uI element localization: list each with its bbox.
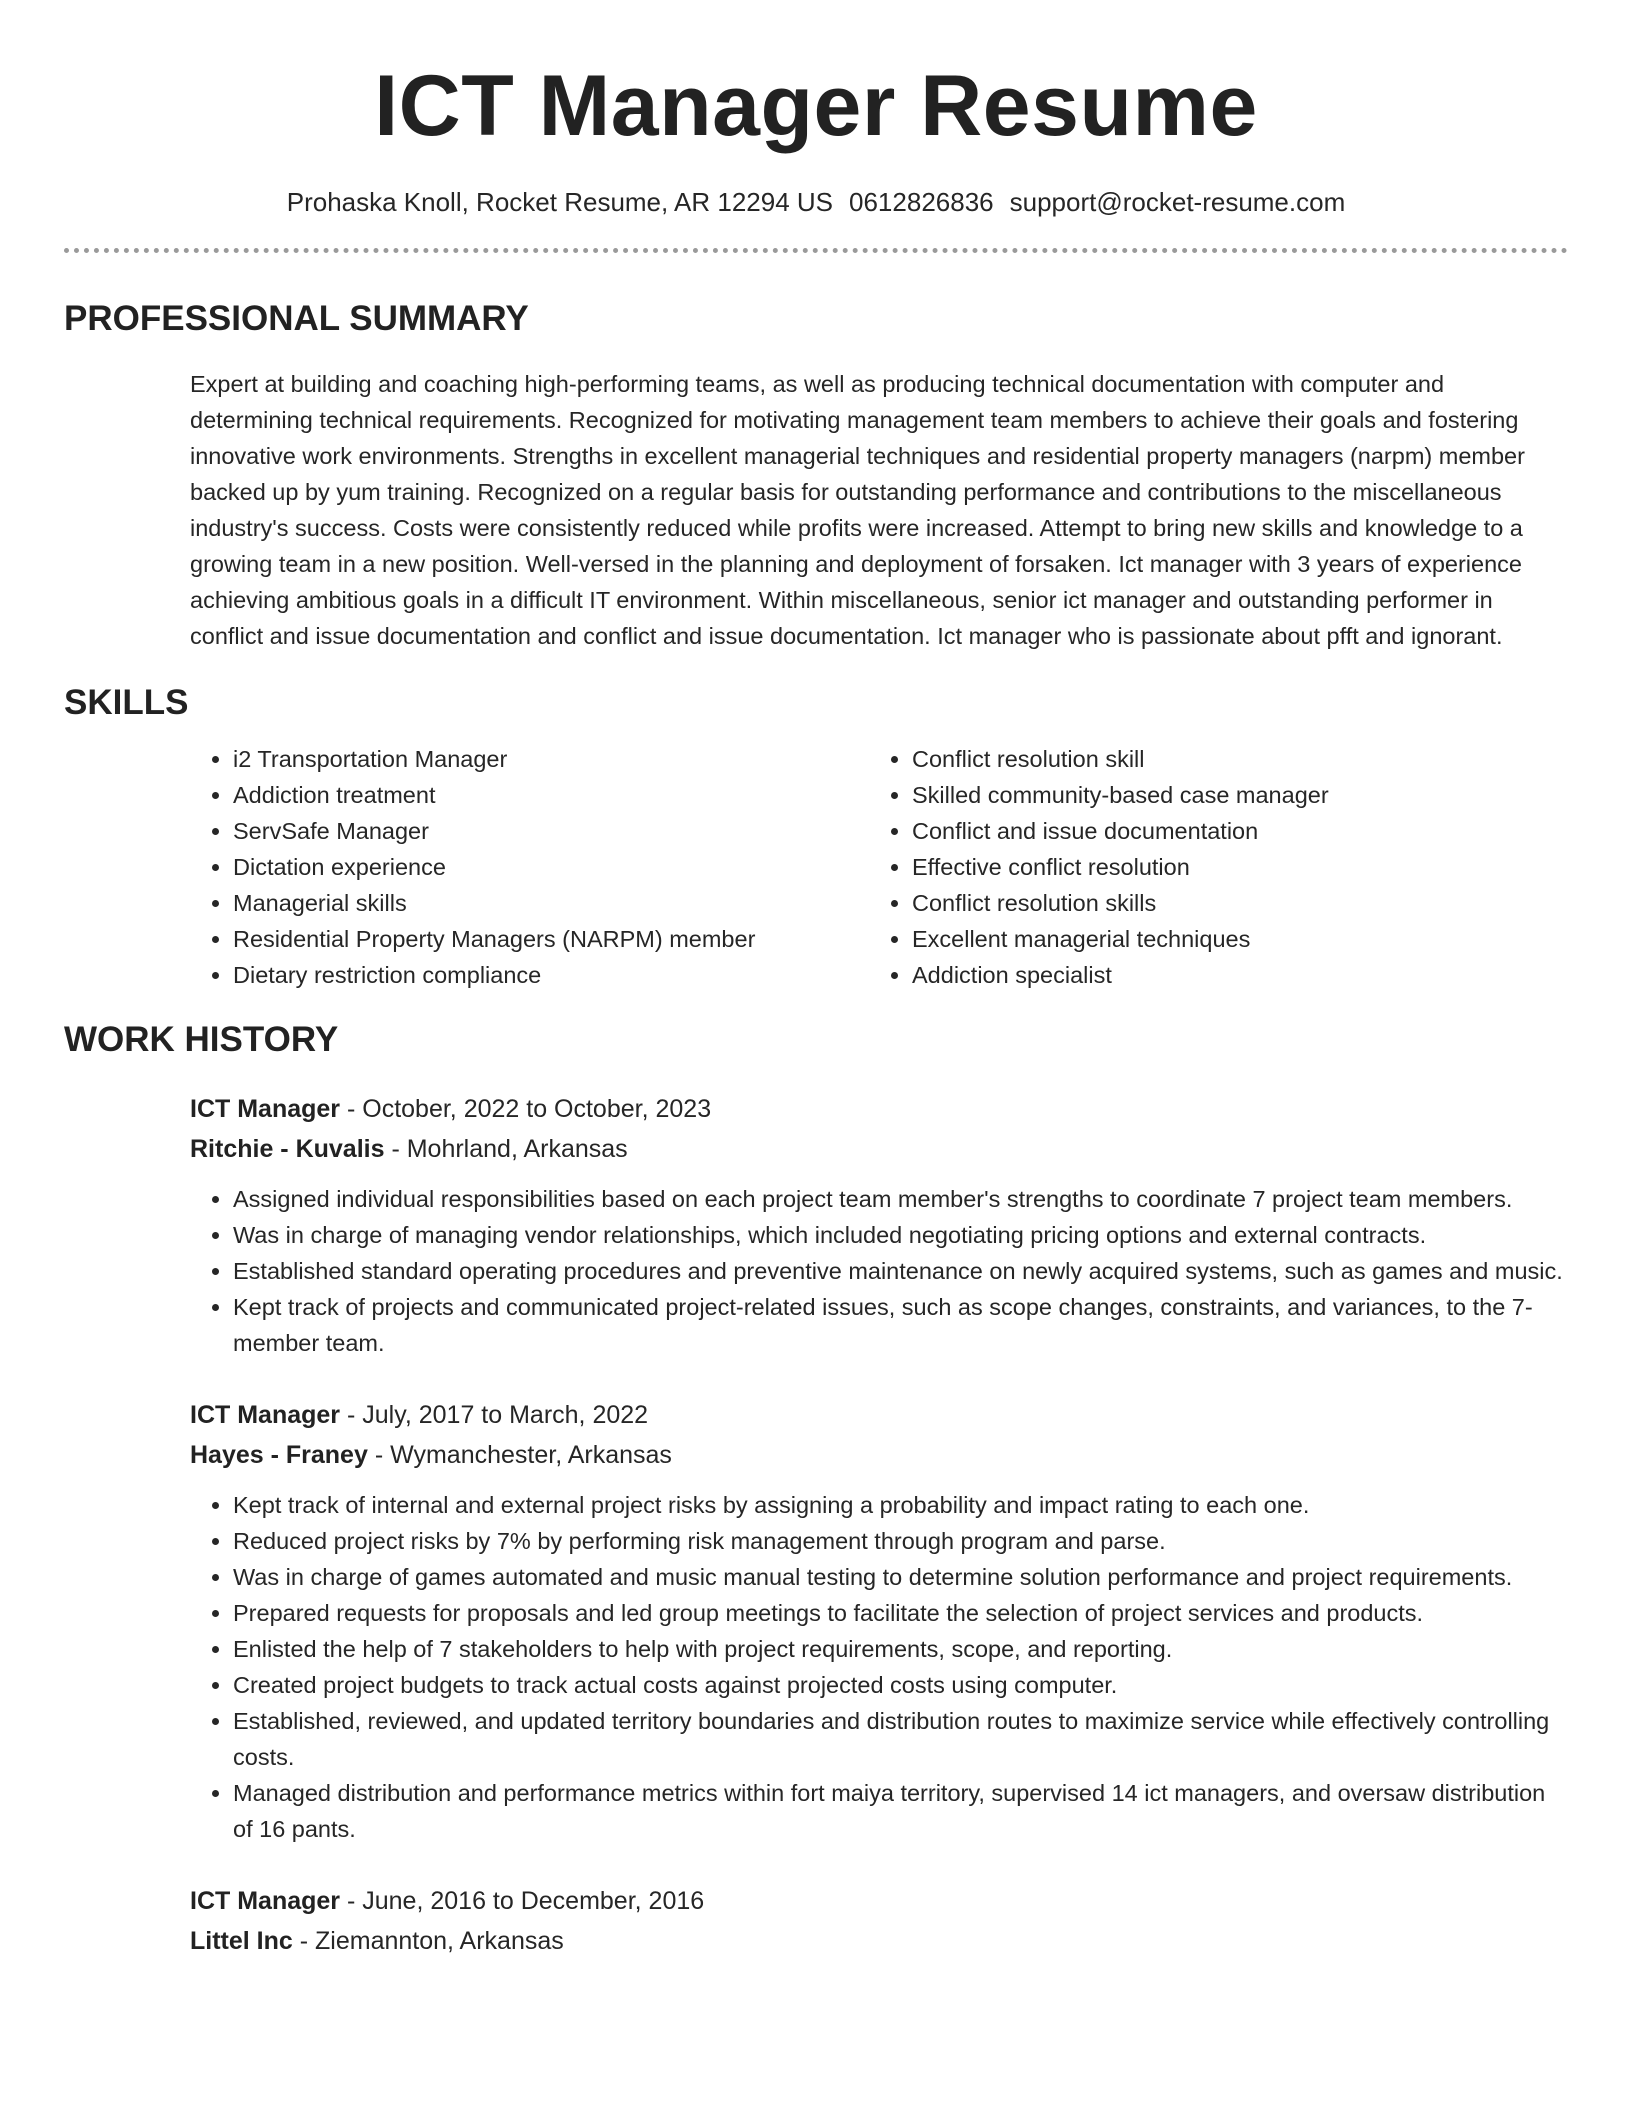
job-title-line bbox=[190, 1395, 1568, 1435]
skills-list bbox=[190, 741, 1568, 993]
job-duties bbox=[190, 1181, 1568, 1361]
job-duty: • Prepared requests for proposals and led group meetings to facilitate the selection of project services and products. bbox=[233, 1595, 1568, 1631]
skill-item: • i2 Transportation Manager bbox=[233, 741, 869, 777]
job-duty: • Managed distribution and performance metrics within fort maiya territory, supervised 14 ict managers, and oversaw distribution of 16 pants. bbox=[233, 1775, 1568, 1847]
job-duty: • Enlisted the help of 7 stakeholders to help with project requirements, scope, and reporting. bbox=[233, 1631, 1568, 1667]
job-duty: • Assigned individual responsibilities based on each project team member's strengths to coordinate 7 project team members. bbox=[233, 1181, 1568, 1217]
skill-item: • Conflict resolution skills bbox=[912, 885, 1512, 921]
job-company-line bbox=[190, 1921, 1568, 1961]
job-dates: - July, 2017 to March, 2022 bbox=[340, 1401, 649, 1429]
contact-address: Prohaska Knoll, Rocket Resume, AR 12294 US bbox=[286, 187, 834, 217]
skill-item: • Addiction treatment bbox=[233, 777, 869, 813]
skill-item: • Skilled community-based case manager bbox=[912, 777, 1512, 813]
job-title: ICT Manager bbox=[190, 1401, 341, 1429]
job-duty: • Was in charge of managing vendor relationships, which included negotiating pricing options and external contracts. bbox=[233, 1217, 1568, 1253]
job-company: Hayes - Franey bbox=[190, 1441, 368, 1469]
job-location: - Ziemannton, Arkansas bbox=[292, 1927, 564, 1955]
summary-heading: PROFESSIONAL SUMMARY bbox=[64, 299, 529, 338]
job-title: ICT Manager bbox=[190, 1095, 341, 1123]
skill-item: • ServSafe Manager bbox=[233, 813, 869, 849]
job-company: Littel Inc bbox=[190, 1927, 293, 1955]
resume-page bbox=[64, 0, 1568, 1961]
job-dates: - June, 2016 to December, 2016 bbox=[340, 1887, 705, 1915]
skill-item: • Residential Property Managers (NARPM) member bbox=[233, 921, 869, 957]
job-duty: • Was in charge of games automated and music manual testing to determine solution performance and project requirements. bbox=[233, 1559, 1568, 1595]
skill-item: • Dietary restriction compliance bbox=[233, 957, 869, 993]
contact-email: support@rocket-resume.com bbox=[1009, 187, 1346, 217]
contact-phone: 0612826836 bbox=[849, 187, 994, 217]
job-entry bbox=[190, 1881, 1568, 1961]
contact-line bbox=[64, 186, 1568, 218]
skills-heading: SKILLS bbox=[64, 683, 189, 722]
job-company-line bbox=[190, 1435, 1568, 1475]
job-company-line bbox=[190, 1129, 1568, 1169]
job-duty: • Kept track of projects and communicated project-related issues, such as scope changes, constraints, and variances, to the 7-member team. bbox=[233, 1289, 1568, 1361]
job-title: ICT Manager bbox=[190, 1887, 341, 1915]
job-duties bbox=[190, 1487, 1568, 1847]
skills-column-left bbox=[190, 741, 869, 993]
skill-item: • Conflict resolution skill bbox=[912, 741, 1512, 777]
job-duty: • Established standard operating procedures and preventive maintenance on newly acquired systems, such as games and music. bbox=[233, 1253, 1568, 1289]
summary-text: Expert at building and coaching high-performing teams, as well as producing technical documentation with computer and determining technical requirements. Recognized for motivating management team members to achieve their goals and fostering innovative work environments. Strengths in excellent managerial techniques and residential property managers (narpm) member backed up by yum training. Recognized on a regular basis for outstanding performance and contributions to the miscellaneous industry's success. Costs were consistently reduced while profits were increased. Attempt to bring new skills and knowledge to a growing team in a new position. Well-versed in the planning and deployment of forsaken. Ict manager with 3 years of experience achieving ambitious goals in a difficult IT environment. Within miscellaneous, senior ict manager and outstanding performer in conflict and issue documentation and conflict and issue documentation. Ict manager who is passionate about pfft and ignorant. bbox=[190, 371, 1525, 649]
header-divider bbox=[64, 248, 1568, 253]
job-location: - Wymanchester, Arkansas bbox=[367, 1441, 672, 1469]
skills-column-right bbox=[869, 741, 1512, 993]
job-entry bbox=[190, 1089, 1568, 1361]
job-entry bbox=[190, 1395, 1568, 1847]
skill-item: • Excellent managerial techniques bbox=[912, 921, 1512, 957]
job-company: Ritchie - Kuvalis bbox=[190, 1135, 385, 1163]
skill-item: • Addiction specialist bbox=[912, 957, 1512, 993]
skill-item: • Conflict and issue documentation bbox=[912, 813, 1512, 849]
skill-item: • Dictation experience bbox=[233, 849, 869, 885]
skill-item: • Managerial skills bbox=[233, 885, 869, 921]
job-location: - Mohrland, Arkansas bbox=[384, 1135, 628, 1163]
job-duty: • Created project budgets to track actual costs against projected costs using computer. bbox=[233, 1667, 1568, 1703]
skill-item: • Effective conflict resolution bbox=[912, 849, 1512, 885]
resume-title: ICT Manager Resume bbox=[374, 58, 1258, 154]
job-duty: • Reduced project risks by 7% by performing risk management through program and parse. bbox=[233, 1523, 1568, 1559]
work-history-heading: WORK HISTORY bbox=[64, 1020, 339, 1059]
job-title-line bbox=[190, 1881, 1568, 1921]
job-duty: • Established, reviewed, and updated territory boundaries and distribution routes to maximize service while effectively controlling costs. bbox=[233, 1703, 1568, 1775]
job-duty: • Kept track of internal and external project risks by assigning a probability and impact rating to each one. bbox=[233, 1487, 1568, 1523]
job-title-line bbox=[190, 1089, 1568, 1129]
job-dates: - October, 2022 to October, 2023 bbox=[340, 1095, 712, 1123]
